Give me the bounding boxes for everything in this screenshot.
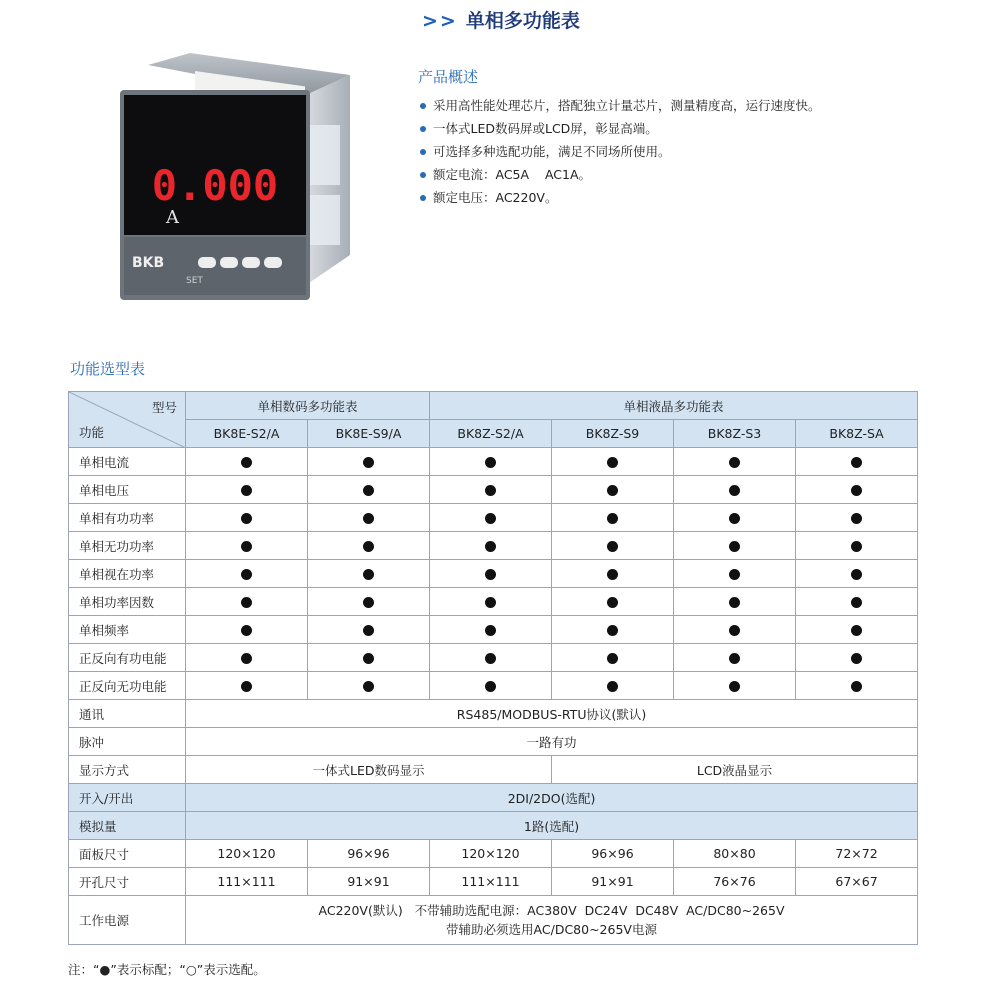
standard-mark-icon xyxy=(607,653,618,664)
feature-cell xyxy=(308,672,430,700)
standard-mark-icon xyxy=(363,569,374,580)
group-header-lcd: 单相液晶多功能表 xyxy=(430,392,918,420)
standard-mark-icon xyxy=(363,541,374,552)
feature-label: 单相无功功率 xyxy=(69,532,186,560)
feature-cell xyxy=(796,616,918,644)
bullet-dot-icon xyxy=(420,126,426,132)
standard-mark-icon xyxy=(607,485,618,496)
standard-mark-icon xyxy=(363,513,374,524)
meter-unit: A xyxy=(166,207,179,228)
standard-mark-icon xyxy=(729,625,740,636)
standard-mark-icon xyxy=(607,681,618,692)
feature-cell xyxy=(430,588,552,616)
feature-cell xyxy=(430,644,552,672)
feature-cell xyxy=(186,560,308,588)
standard-mark-icon xyxy=(485,653,496,664)
feature-rows xyxy=(69,448,918,700)
table-row-cutout: 开孔尺寸 111×111 91×91 111×111 91×91 76×76 67×67 xyxy=(69,868,918,896)
feature-cell xyxy=(308,588,430,616)
feature-cell xyxy=(430,504,552,532)
standard-mark-icon xyxy=(729,681,740,692)
model-header: BK8Z-S9 xyxy=(552,420,674,448)
model-header: BK8E-S2/A xyxy=(186,420,308,448)
table-row xyxy=(69,560,918,588)
bullet-dot-icon xyxy=(420,103,426,109)
overview-heading: 产品概述 xyxy=(418,68,479,86)
standard-mark-icon xyxy=(729,485,740,496)
feature-label: 正反向有功电能 xyxy=(69,644,186,672)
title-text: 单相多功能表 xyxy=(465,10,580,32)
feature-cell xyxy=(186,532,308,560)
meter-display-value: 0.000 xyxy=(151,161,279,210)
feature-cell xyxy=(674,504,796,532)
page-title xyxy=(422,6,580,33)
feature-cell xyxy=(186,588,308,616)
feature-cell xyxy=(796,644,918,672)
standard-mark-icon xyxy=(851,597,862,608)
standard-mark-icon xyxy=(363,457,374,468)
feature-cell xyxy=(796,560,918,588)
standard-mark-icon xyxy=(363,597,374,608)
feature-cell xyxy=(186,672,308,700)
feature-label: 单相视在功率 xyxy=(69,560,186,588)
corner-cell xyxy=(69,392,186,448)
product-meter-image xyxy=(110,45,360,305)
feature-cell xyxy=(430,532,552,560)
table-row-io: 开入/开出 2DI/2DO(选配) xyxy=(69,784,918,812)
feature-cell xyxy=(308,644,430,672)
table-row xyxy=(69,476,918,504)
standard-mark-icon xyxy=(485,457,496,468)
standard-mark-icon xyxy=(241,513,252,524)
table-row-analog: 模拟量 1路(选配) xyxy=(69,812,918,840)
standard-mark-icon xyxy=(607,625,618,636)
feature-cell xyxy=(552,476,674,504)
bullet-dot-icon xyxy=(420,172,426,178)
feature-cell xyxy=(552,644,674,672)
feature-cell xyxy=(308,476,430,504)
table-row xyxy=(69,588,918,616)
feature-cell xyxy=(430,616,552,644)
standard-mark-icon xyxy=(729,653,740,664)
feature-cell xyxy=(674,476,796,504)
standard-mark-icon xyxy=(363,653,374,664)
feature-cell xyxy=(674,616,796,644)
table-row-power: 工作电源 AC220V(默认) 不带辅助选配电源：AC380V DC24V DC48V AC/DC80~265V 带辅助必须选用AC/DC80~265V电源 xyxy=(69,896,918,945)
standard-mark-icon xyxy=(241,597,252,608)
overview-list xyxy=(420,94,821,209)
standard-mark-icon xyxy=(241,485,252,496)
overview-item: 一体式LED数码屏或LCD屏，彰显高端。 xyxy=(420,117,821,140)
meter-brand: BKB xyxy=(132,255,165,271)
feature-cell xyxy=(552,532,674,560)
overview-item: 可选择多种选配功能，满足不同场所使用。 xyxy=(420,140,821,163)
standard-mark-icon xyxy=(485,625,496,636)
standard-mark-icon xyxy=(363,485,374,496)
meter-button-1 xyxy=(198,257,216,268)
overview-item: 额定电压：AC220V。 xyxy=(420,186,821,209)
feature-label: 单相有功功率 xyxy=(69,504,186,532)
feature-cell xyxy=(796,532,918,560)
feature-cell xyxy=(186,504,308,532)
meter-button-4 xyxy=(264,257,282,268)
standard-mark-icon xyxy=(607,513,618,524)
feature-cell xyxy=(674,644,796,672)
table-note: 注：“●”表示标配；“○”表示选配。 xyxy=(68,962,266,977)
feature-cell xyxy=(552,448,674,476)
feature-cell xyxy=(796,672,918,700)
standard-mark-icon xyxy=(729,597,740,608)
table-row xyxy=(69,672,918,700)
standard-mark-icon xyxy=(241,569,252,580)
feature-label: 正反向无功电能 xyxy=(69,672,186,700)
model-header: BK8Z-SA xyxy=(796,420,918,448)
selection-table xyxy=(68,391,918,945)
standard-mark-icon xyxy=(241,541,252,552)
feature-cell xyxy=(186,476,308,504)
power-line-2: 带辅助必须选用AC/DC80~265V电源 xyxy=(446,922,657,937)
power-line-1: AC220V(默认) 不带辅助选配电源：AC380V DC24V DC48V AC/DC80~265V xyxy=(318,903,785,918)
standard-mark-icon xyxy=(607,597,618,608)
table-heading: 功能选型表 xyxy=(70,360,146,378)
feature-label: 单相电压 xyxy=(69,476,186,504)
model-header: BK8E-S9/A xyxy=(308,420,430,448)
standard-mark-icon xyxy=(851,513,862,524)
feature-cell xyxy=(674,588,796,616)
title-arrows: >> xyxy=(422,10,458,32)
standard-mark-icon xyxy=(241,653,252,664)
table-row xyxy=(69,616,918,644)
feature-cell xyxy=(186,616,308,644)
meter-button-2 xyxy=(220,257,238,268)
standard-mark-icon xyxy=(851,653,862,664)
feature-cell xyxy=(186,644,308,672)
table-row-display: 显示方式 一体式LED数码显示 LCD液晶显示 xyxy=(69,756,918,784)
feature-cell xyxy=(674,560,796,588)
feature-cell xyxy=(430,448,552,476)
model-header: BK8Z-S2/A xyxy=(430,420,552,448)
table-row-pulse: 脉冲 一路有功 xyxy=(69,728,918,756)
table-row xyxy=(69,644,918,672)
bullet-dot-icon xyxy=(420,195,426,201)
feature-cell xyxy=(308,448,430,476)
model-header: BK8Z-S3 xyxy=(674,420,796,448)
table-row-panel: 面板尺寸 120×120 96×96 120×120 96×96 80×80 72×72 xyxy=(69,840,918,868)
standard-mark-icon xyxy=(851,569,862,580)
feature-cell xyxy=(308,616,430,644)
standard-mark-icon xyxy=(485,513,496,524)
standard-mark-icon xyxy=(851,485,862,496)
standard-mark-icon xyxy=(729,513,740,524)
header-row-groups xyxy=(69,392,918,420)
feature-cell xyxy=(552,588,674,616)
table-row xyxy=(69,504,918,532)
feature-cell xyxy=(308,532,430,560)
standard-mark-icon xyxy=(485,541,496,552)
corner-bottom-label: 功能 xyxy=(79,425,105,440)
standard-mark-icon xyxy=(241,681,252,692)
standard-mark-icon xyxy=(241,625,252,636)
feature-cell xyxy=(796,588,918,616)
standard-mark-icon xyxy=(851,457,862,468)
feature-cell xyxy=(796,476,918,504)
feature-cell xyxy=(430,476,552,504)
standard-mark-icon xyxy=(851,541,862,552)
standard-mark-icon xyxy=(241,457,252,468)
feature-cell xyxy=(308,560,430,588)
feature-cell xyxy=(552,616,674,644)
feature-cell xyxy=(674,448,796,476)
corner-top-label: 型号 xyxy=(151,400,177,415)
group-header-led: 单相数码多功能表 xyxy=(186,392,430,420)
standard-mark-icon xyxy=(363,625,374,636)
standard-mark-icon xyxy=(607,569,618,580)
overview-item: 额定电流：AC5A AC1A。 xyxy=(420,163,821,186)
feature-cell xyxy=(674,672,796,700)
overview-item: 采用高性能处理芯片，搭配独立计量芯片，测量精度高，运行速度快。 xyxy=(420,94,821,117)
standard-mark-icon xyxy=(851,681,862,692)
feature-cell xyxy=(430,672,552,700)
table-row xyxy=(69,532,918,560)
standard-mark-icon xyxy=(729,541,740,552)
header-row-models xyxy=(69,420,918,448)
standard-mark-icon xyxy=(729,457,740,468)
feature-label: 单相功率因数 xyxy=(69,588,186,616)
standard-mark-icon xyxy=(851,625,862,636)
feature-cell xyxy=(796,448,918,476)
standard-mark-icon xyxy=(485,597,496,608)
standard-mark-icon xyxy=(485,681,496,692)
feature-cell xyxy=(552,560,674,588)
feature-cell xyxy=(186,448,308,476)
feature-cell xyxy=(552,672,674,700)
standard-mark-icon xyxy=(729,569,740,580)
meter-button-3 xyxy=(242,257,260,268)
standard-mark-icon xyxy=(363,681,374,692)
standard-mark-icon xyxy=(607,541,618,552)
standard-mark-icon xyxy=(485,485,496,496)
feature-cell xyxy=(308,504,430,532)
feature-cell xyxy=(796,504,918,532)
feature-cell xyxy=(552,504,674,532)
bullet-dot-icon xyxy=(420,149,426,155)
meter-set-label: SET xyxy=(186,276,203,286)
standard-mark-icon xyxy=(485,569,496,580)
feature-label: 单相电流 xyxy=(69,448,186,476)
feature-cell xyxy=(430,560,552,588)
table-row-comm: 通讯 RS485/MODBUS-RTU协议(默认) xyxy=(69,700,918,728)
feature-cell xyxy=(674,532,796,560)
standard-mark-icon xyxy=(607,457,618,468)
table-row xyxy=(69,448,918,476)
feature-label: 单相频率 xyxy=(69,616,186,644)
